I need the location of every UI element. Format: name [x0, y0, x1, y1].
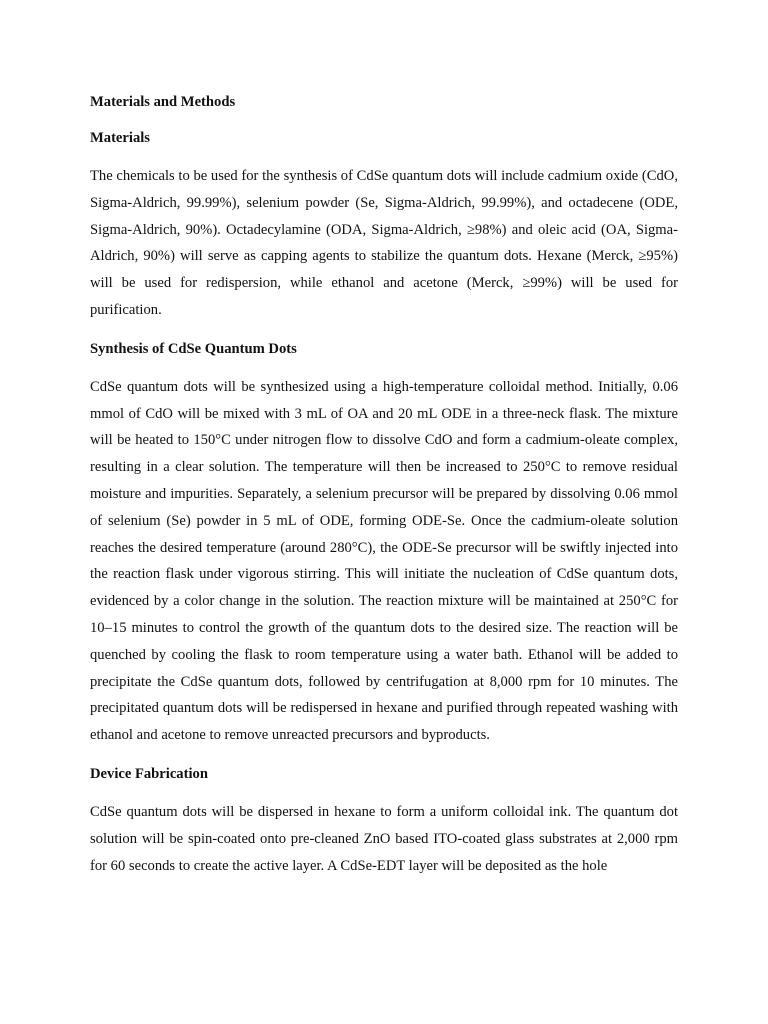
main-heading: Materials and Methods	[90, 94, 236, 110]
paragraph-materials: The chemicals to be used for the synthesis of CdSe quantum dots will include cadmium oxide (CdO, Sigma-Aldrich, 99.99%), selenium powder (Se, Sigma-Aldrich, 99.99%), and octadecene (ODE, Sigma-Aldrich, 90%). Octadecylamine (ODA, Sigma-Aldrich, ≥98%) and oleic acid (OA, Sigma-Aldrich, 90%) will serve as capping agents to stabilize the quantum dots. Hexane (Merck, ≥95%) will be used for redispersion, while ethanol and acetone (Merck, ≥99%) will be used for purification.	[90, 168, 678, 318]
section-heading-synthesis: Synthesis of CdSe Quantum Dots	[90, 340, 297, 357]
section-heading-device-fabrication: Device Fabrication	[90, 765, 208, 782]
paragraph-synthesis: CdSe quantum dots will be synthesized using a high-temperature colloidal method. Initially, 0.06 mmol of CdO will be mixed with 3 mL of OA and 20 mL ODE in a three-neck flask. The mixture will be heated to 150°C under nitrogen flow to dissolve CdO and form a cadmium-oleate complex, resulting in a clear solution. The temperature will then be increased to 250°C to remove residual moisture and impurities. Separately, a selenium precursor will be prepared by dissolving 0.06 mmol of selenium (Se) powder in 5 mL of ODE, forming ODE-Se. Once the cadmium-oleate solution reaches the desired temperature (around 280°C), the ODE-Se precursor will be swiftly injected into the reaction flask under vigorous stirring. This will initiate the nucleation of CdSe quantum dots, evidenced by a color change in the solution. The reaction mixture will be maintained at 250°C for 10–15 minutes to control the growth of the quantum dots to the desired size. The reaction will be quenched by cooling the flask to room temperature using a water bath. Ethanol will be added to precipitate the CdSe quantum dots, followed by centrifugation at 8,000 rpm for 10 minutes. The precipitated quantum dots will be redispersed in hexane and purified through repeated washing with ethanol and acetone to remove unreacted precursors and byproducts.	[90, 378, 678, 744]
paragraph-device-fabrication: CdSe quantum dots will be dispersed in hexane to form a uniform colloidal ink. The quantum dot solution will be spin-coated onto pre-cleaned ZnO based ITO-coated glass substrates at 2,000 rpm for 60 seconds to create the active layer. A CdSe-EDT layer will be deposited as the hole	[90, 803, 678, 874]
section-heading-materials: Materials	[90, 130, 150, 146]
